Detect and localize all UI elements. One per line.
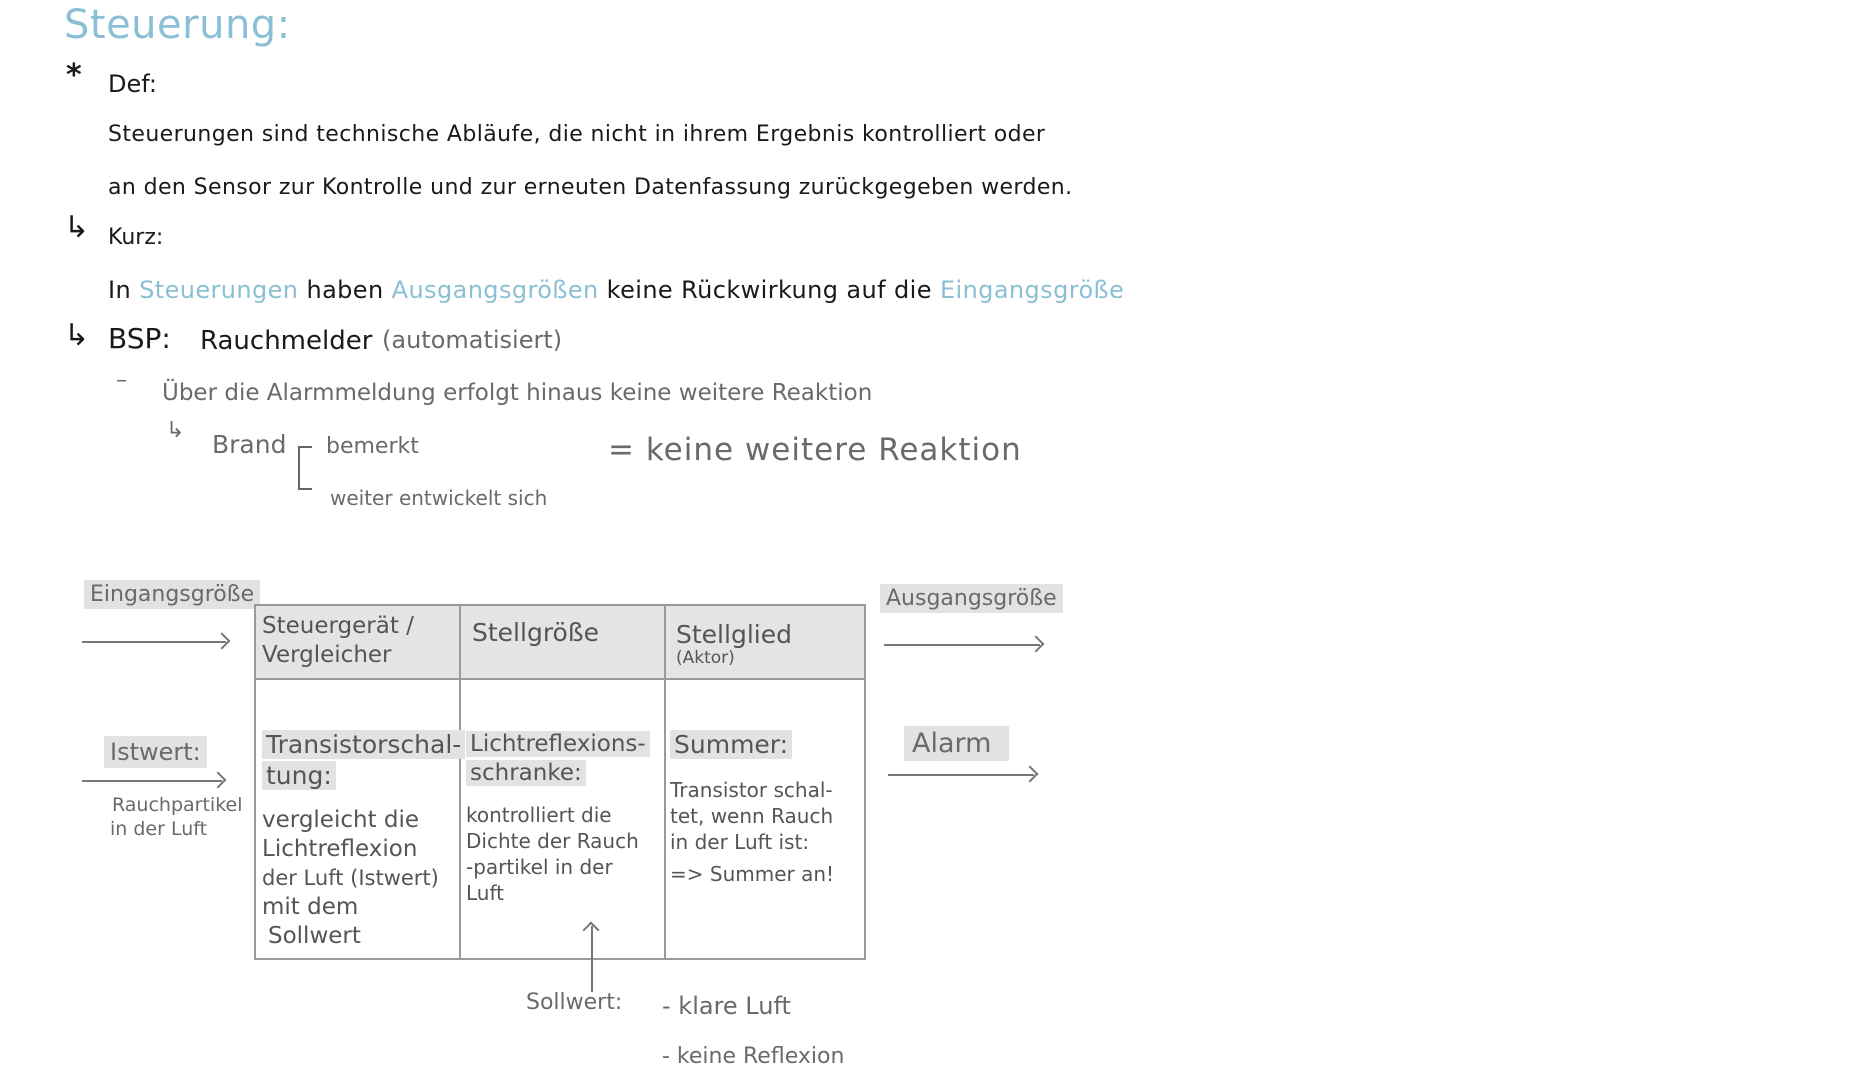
arrow-hook-icon: ↳ <box>166 418 185 443</box>
header-sub: (Aktor) <box>676 648 735 668</box>
cell-transistorschaltung <box>262 730 462 951</box>
kurz-pre: In <box>108 276 132 304</box>
sollwert-label: Sollwert: <box>526 990 623 1015</box>
kurz-label: Kurz: <box>108 225 164 250</box>
bsp-result: = keine weitere Reaktion <box>608 432 1022 468</box>
def-line-2: an den Sensor zur Kontrolle und zur erneuten Datenfassung zurückgegeben werden. <box>108 175 1073 200</box>
kurz-mid-1: haben <box>306 276 384 304</box>
header-line: Stellgröße <box>472 618 599 647</box>
cell-line: in der Luft ist: <box>670 830 810 854</box>
brand-label: Brand <box>212 430 287 459</box>
cell-line: vergleicht die <box>262 807 420 833</box>
sollwert-arrow <box>591 926 593 992</box>
def-line-1: Steuerungen sind technische Abläufe, die nicht in ihrem Ergebnis kontrolliert oder <box>108 122 1046 147</box>
kurz-mid-2: keine Rückwirkung auf die <box>606 276 932 304</box>
cell-line: Sollwert <box>268 923 361 949</box>
istwert-arrow <box>82 780 222 782</box>
header-line: Vergleicher <box>262 642 392 668</box>
cell-title: Summer: <box>670 730 792 759</box>
column-divider <box>459 606 461 958</box>
alarm-label: Alarm <box>904 726 1009 761</box>
cell-line: tet, wenn Rauch <box>670 804 834 828</box>
cell-line: Luft <box>466 881 504 905</box>
def-label: Def: <box>108 70 157 98</box>
kurz-sentence <box>108 276 1124 304</box>
input-label: Eingangsgröße <box>84 580 260 609</box>
header-stellgroesse <box>472 618 658 647</box>
column-divider <box>664 606 666 958</box>
istwert-desc-2: in der Luft <box>110 818 208 840</box>
asterisk-icon: * <box>66 58 82 93</box>
header-stellglied <box>676 620 862 667</box>
cell-line: kontrolliert die <box>466 803 612 827</box>
cell-line: -partikel in der <box>466 855 613 879</box>
cell-title: schranke: <box>466 760 586 786</box>
cell-line: => Summer an! <box>670 862 835 886</box>
header-steuergeraet <box>262 612 456 670</box>
cell-line: Dichte der Rauch <box>466 829 639 853</box>
cell-line: der Luft (Istwert) <box>262 866 439 890</box>
alarm-arrow <box>888 774 1034 776</box>
sollwert-item-1: - klare Luft <box>662 992 791 1020</box>
cell-line: Transistor schal- <box>670 778 833 802</box>
bsp-qualifier: (automatisiert) <box>382 326 563 354</box>
note-dash: – <box>116 368 127 393</box>
term-ausgangsgroessen: Ausgangsgrößen <box>391 276 599 304</box>
header-divider <box>256 678 864 680</box>
control-diagram-table <box>254 604 866 960</box>
output-arrow <box>884 644 1040 646</box>
cell-title: Lichtreflexions- <box>466 731 650 757</box>
sollwert-item-2: - keine Reflexion <box>662 1044 845 1069</box>
input-arrow <box>82 641 226 643</box>
term-steuerungen: Steuerungen <box>139 276 299 304</box>
istwert-label: Istwert: <box>104 736 207 768</box>
istwert-desc-1: Rauchpartikel <box>112 794 243 816</box>
cell-lichtreflexionsschranke <box>466 730 662 906</box>
cell-line: mit dem <box>262 894 359 920</box>
cell-title: tung: <box>262 761 336 790</box>
page-title: Steuerung: <box>64 2 291 48</box>
term-eingangsgroesse: Eingangsgröße <box>939 276 1125 304</box>
cell-line: Lichtreflexion <box>262 836 418 862</box>
bsp-label: BSP: <box>108 322 171 355</box>
output-label: Ausgangsgröße <box>880 584 1063 613</box>
arrow-hook-icon: ↳ <box>64 210 90 245</box>
header-line: Stellglied <box>676 620 792 649</box>
cell-summer <box>670 730 864 887</box>
branch-weiter: weiter entwickelt sich <box>330 486 548 510</box>
cell-title: Transistorschal- <box>262 730 465 759</box>
branch-bemerkt: bemerkt <box>326 434 419 459</box>
branch-bracket <box>298 446 312 490</box>
bsp-example: Rauchmelder <box>200 326 373 356</box>
arrow-hook-icon: ↳ <box>64 318 90 353</box>
header-line: Steuergerät / <box>262 613 414 639</box>
bsp-note: Über die Alarmmeldung erfolgt hinaus keine weitere Reaktion <box>162 380 873 406</box>
